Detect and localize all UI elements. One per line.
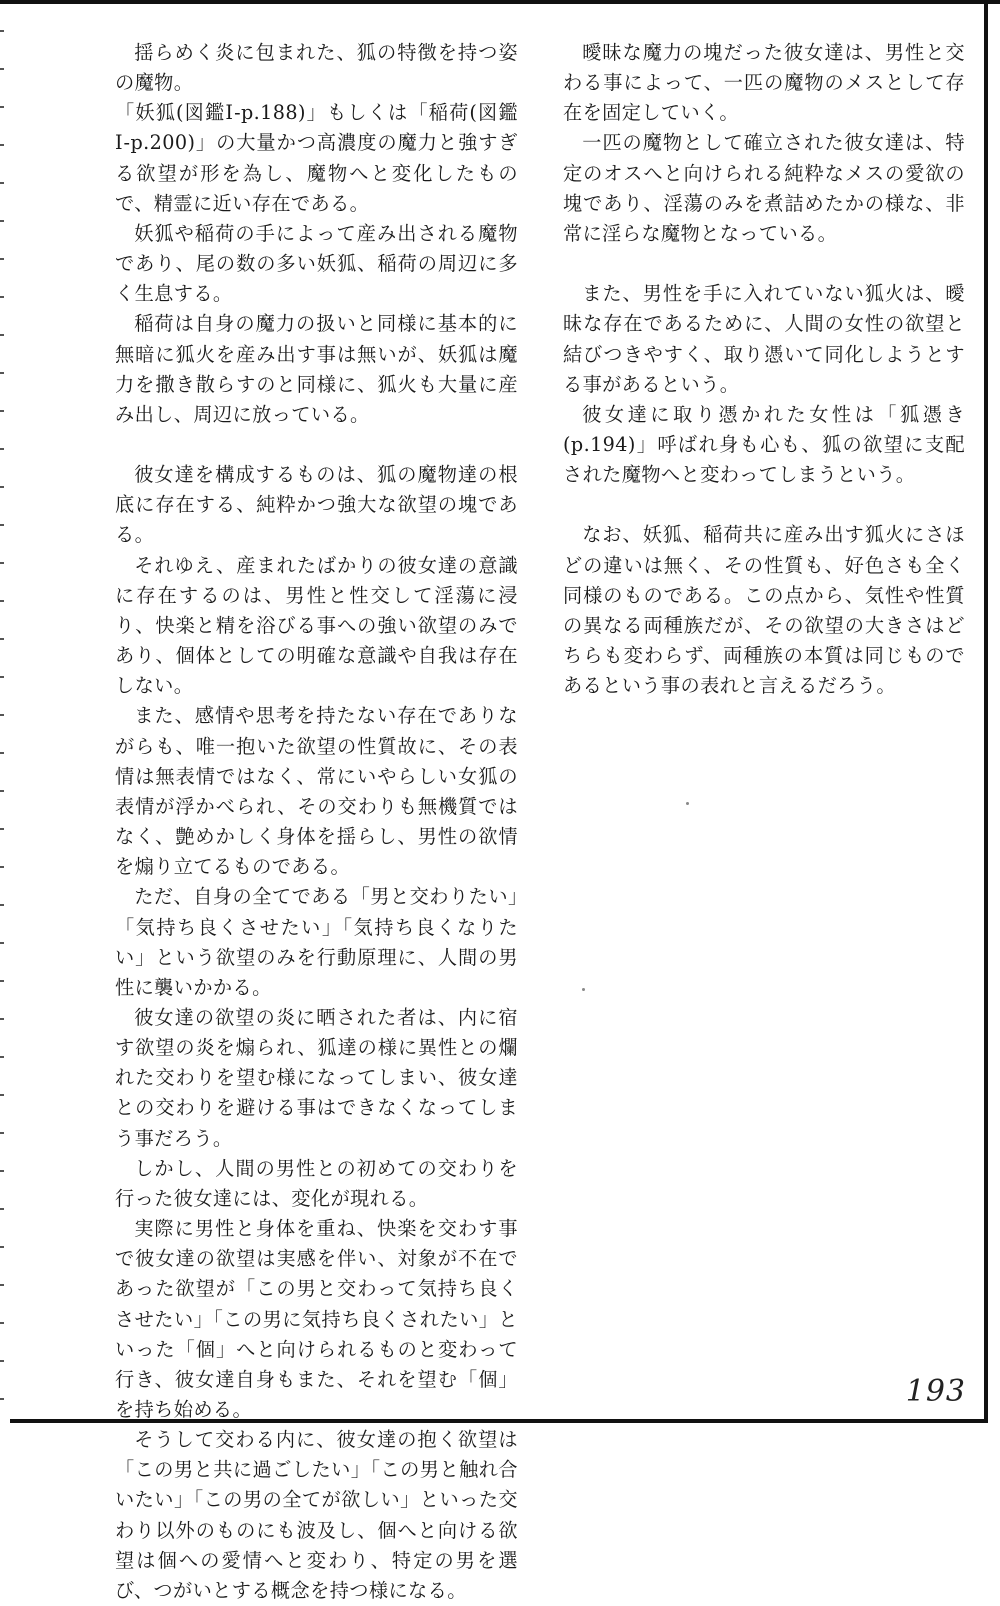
- paragraph-gap: [115, 430, 518, 460]
- right-text-column: [563, 38, 965, 701]
- body-paragraph: 妖狐や稲荷の手によって産み出される魔物であり、尾の数の多い妖狐、稲荷の周辺に多く生息する。: [115, 221, 518, 306]
- body-paragraph: 「妖狐(図鑑Ⅰ-p.188)」もしくは「稲荷(図鑑Ⅰ-p.200)」の大量かつ高濃度の魔力と強すぎる欲望が形を為し、魔物へと変化したもので、精霊に近い存在である。: [115, 101, 518, 215]
- body-paragraph: 曖昧な魔力の塊だった彼女達は、男性と交わる事によって、一匹の魔物のメスとして存在を固定していく。: [563, 41, 965, 125]
- body-paragraph: それゆえ、産まれたばかりの彼女達の意識に存在するのは、男性と性交して淫蕩に浸り、快楽と精を浴びる事への強い欲望のみであり、個体としての明確な意識や自我は存在しない。: [115, 553, 518, 698]
- body-paragraph: 実際に男性と身体を重ね、快楽を交わす事で彼女達の欲望は実感を伴い、対象が不在であった欲望が「この男と交わって気持ち良くさせたい」「この男に気持ち良くされたい」といった「個」へと向けられるものと変わって行き、彼女達自身もまた、それを望む「個」を持ち始める。: [115, 1217, 518, 1422]
- paragraph-gap: [563, 249, 965, 279]
- page-number: 193: [905, 1374, 966, 1409]
- body-paragraph: 稲荷は自身の魔力の扱いと同様に基本的に無暗に狐火を産み出す事は無いが、妖狐は魔力を撒き散らすのと同様に、狐火も大量に産み出し、周辺に放っている。: [115, 312, 518, 426]
- body-paragraph: 彼女達に取り憑かれた女性は「狐憑き(p.194)」呼ばれ身も心も、狐の欲望に支配された魔物へと変わってしまうという。: [563, 402, 965, 487]
- body-paragraph: 彼女達の欲望の炎に晒された者は、内に宿す欲望の炎を煽られ、狐達の様に異性との爛れた交わりを望む様になってしまい、彼女達との交わりを避ける事はできなくなってしまう事だろう。: [115, 1005, 518, 1150]
- body-paragraph: しかし、人間の男性との初めての交わりを行った彼女達には、変化が現れる。: [115, 1156, 518, 1210]
- page-left-edge-marks: [0, 30, 4, 1410]
- scan-speck: [686, 802, 689, 805]
- body-paragraph: ただ、自身の全てである「男と交わりたい」「気持ち良くさせたい」「気持ち良くなりたい」という欲望のみを行動原理に、人間の男性に襲いかかる。: [115, 885, 518, 999]
- body-paragraph: 一匹の魔物として確立された彼女達は、特定のオスへと向けられる純粋なメスの愛欲の塊であり、淫蕩のみを煮詰めたかの様な、非常に淫らな魔物となっている。: [563, 131, 965, 245]
- left-text-column: [115, 38, 518, 1606]
- body-paragraph: なお、妖狐、稲荷共に産み出す狐火にさほどの違いは無く、その性質も、好色さも全く同様のものである。この点から、気性や性質の異なる両種族だが、その欲望の大きさはどちらも変わらず、両種族の本質は同じものであるという事の表れと言えるだろう。: [563, 523, 965, 698]
- body-paragraph: そうして交わる内に、彼女達の抱く欲望は「この男と共に過ごしたい」「この男と触れ合いたい」「この男の全てが欲しい」といった交わり以外のものにも波及し、個へと向ける欲望は個への愛情へと変わり、特定の男を選び、つがいとする概念を持つ様になる。: [115, 1428, 518, 1602]
- paragraph-gap: [563, 490, 965, 520]
- body-paragraph: また、男性を手に入れていない狐火は、曖昧な存在であるために、人間の女性の欲望と結びつきやすく、取り憑いて同化しようとする事があるという。: [563, 282, 965, 396]
- body-paragraph: 揺らめく炎に包まれた、狐の特徴を持つ姿の魔物。: [115, 41, 518, 95]
- body-paragraph: 彼女達を構成するものは、狐の魔物達の根底に存在する、純粋かつ強大な欲望の塊である。: [115, 463, 518, 547]
- scan-speck: [582, 988, 585, 991]
- body-paragraph: また、感情や思考を持たない存在でありながらも、唯一抱いた欲望の性質故に、その表情は無表情ではなく、常にいやらしい女狐の表情が浮かべられ、その交わりも無機質ではなく、艶めかしく身体を揺らし、男性の欲情を煽り立てるものである。: [115, 704, 518, 879]
